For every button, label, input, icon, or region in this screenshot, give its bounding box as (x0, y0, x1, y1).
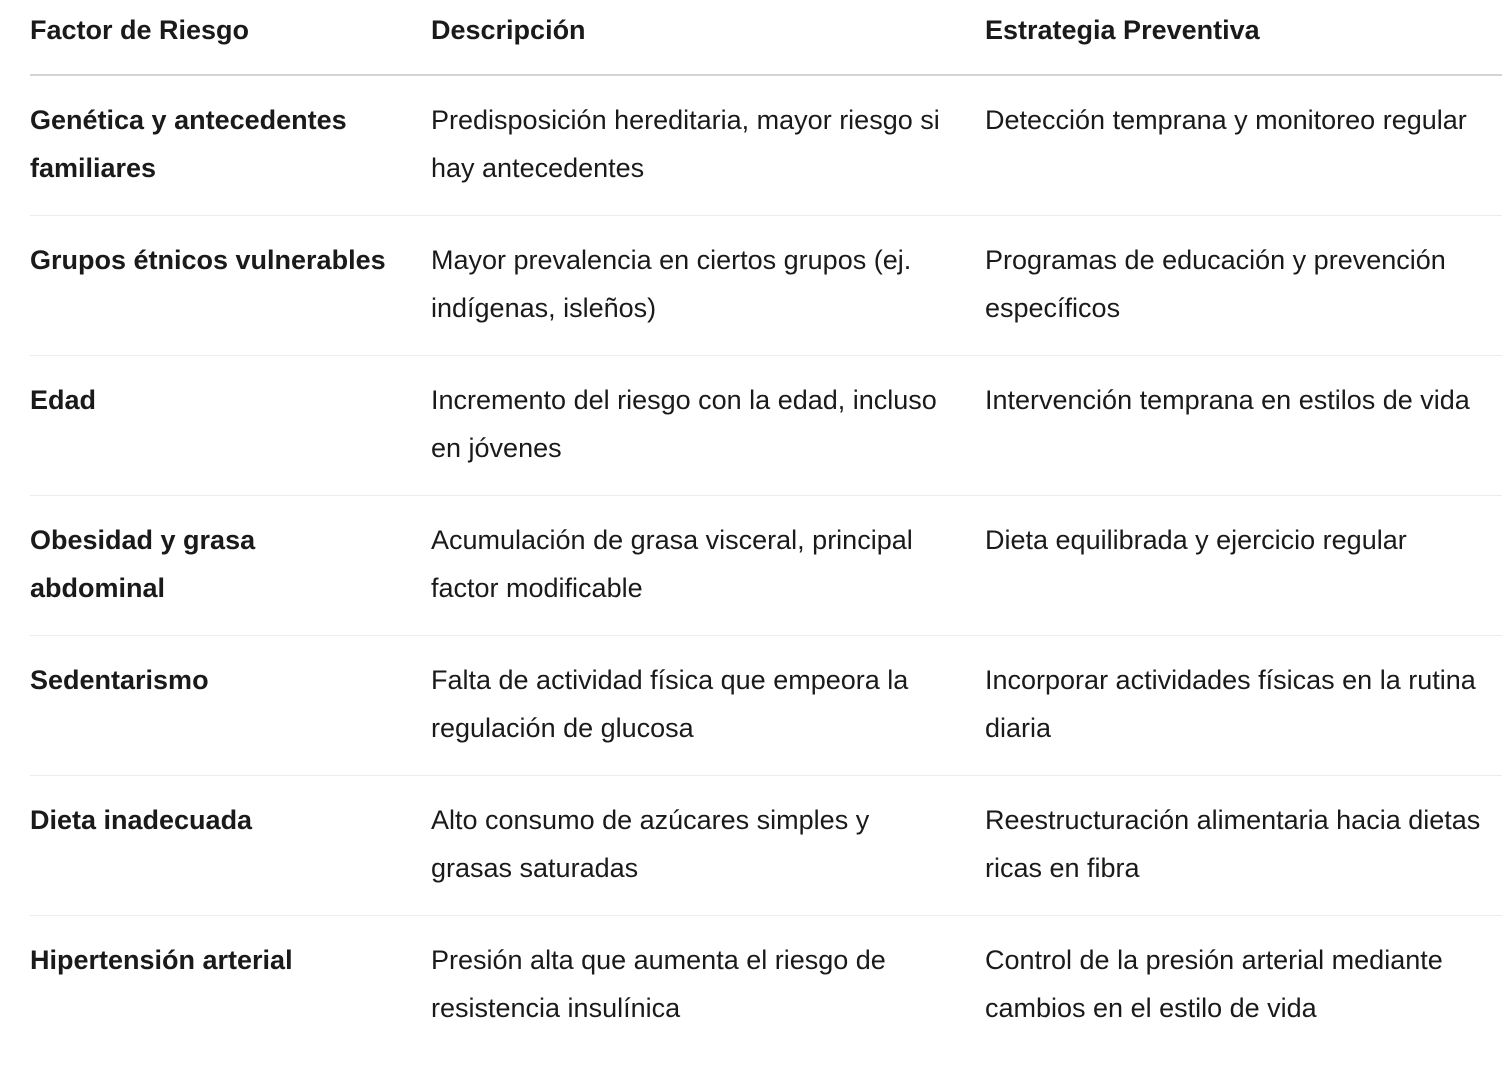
description-cell: Presión alta que aumenta el riesgo de resistencia insulínica (431, 945, 886, 1023)
factor-cell: Edad (30, 356, 431, 496)
header-factor: Factor de Riesgo (30, 0, 431, 75)
description-cell: Mayor prevalencia en ciertos grupos (ej. indígenas, isleños) (431, 216, 985, 356)
strategy-cell: Incorporar actividades físicas en la rutina diaria (985, 636, 1502, 776)
description-cell: Incremento del riesgo con la edad, incluso en jóvenes (431, 356, 985, 496)
factor-cell: Dieta inadecuada (30, 776, 431, 916)
strategy-cell: Control de la presión arterial mediante cambios en el estilo de vida (985, 945, 1443, 1023)
strategy-cell: Intervención temprana en estilos de vida (985, 356, 1502, 496)
strategy-cell: Programas de educación y prevención específicos (985, 216, 1502, 356)
table-row (30, 216, 1502, 356)
strategy-cell: Dieta equilibrada y ejercicio regular (985, 496, 1502, 636)
table-header-row (30, 0, 1502, 75)
risk-factors-table-container (30, 0, 1502, 1055)
strategy-cell: Detección temprana y monitoreo regular (985, 75, 1502, 216)
factor-cell: Hipertensión arterial (30, 945, 293, 975)
table-row (30, 636, 1502, 776)
description-cell: Falta de actividad física que empeora la regulación de glucosa (431, 636, 985, 776)
factor-cell: Obesidad y grasa abdominal (30, 496, 431, 636)
description-cell: Acumulación de grasa visceral, principal factor modificable (431, 496, 985, 636)
factor-cell: Sedentarismo (30, 636, 431, 776)
description-cell: Alto consumo de azúcares simples y grasas saturadas (431, 776, 985, 916)
factor-cell: Genética y antecedentes familiares (30, 75, 431, 216)
table-row (30, 916, 1502, 1056)
table-row (30, 356, 1502, 496)
table-row (30, 75, 1502, 216)
strategy-cell: Reestructuración alimentaria hacia dietas ricas en fibra (985, 776, 1502, 916)
header-description: Descripción (431, 0, 985, 75)
risk-factors-table (30, 0, 1502, 1055)
table-row (30, 776, 1502, 916)
description-cell: Predisposición hereditaria, mayor riesgo si hay antecedentes (431, 75, 985, 216)
factor-cell: Grupos étnicos vulnerables (30, 216, 431, 356)
header-strategy: Estrategia Preventiva (985, 0, 1502, 75)
table-row (30, 496, 1502, 636)
